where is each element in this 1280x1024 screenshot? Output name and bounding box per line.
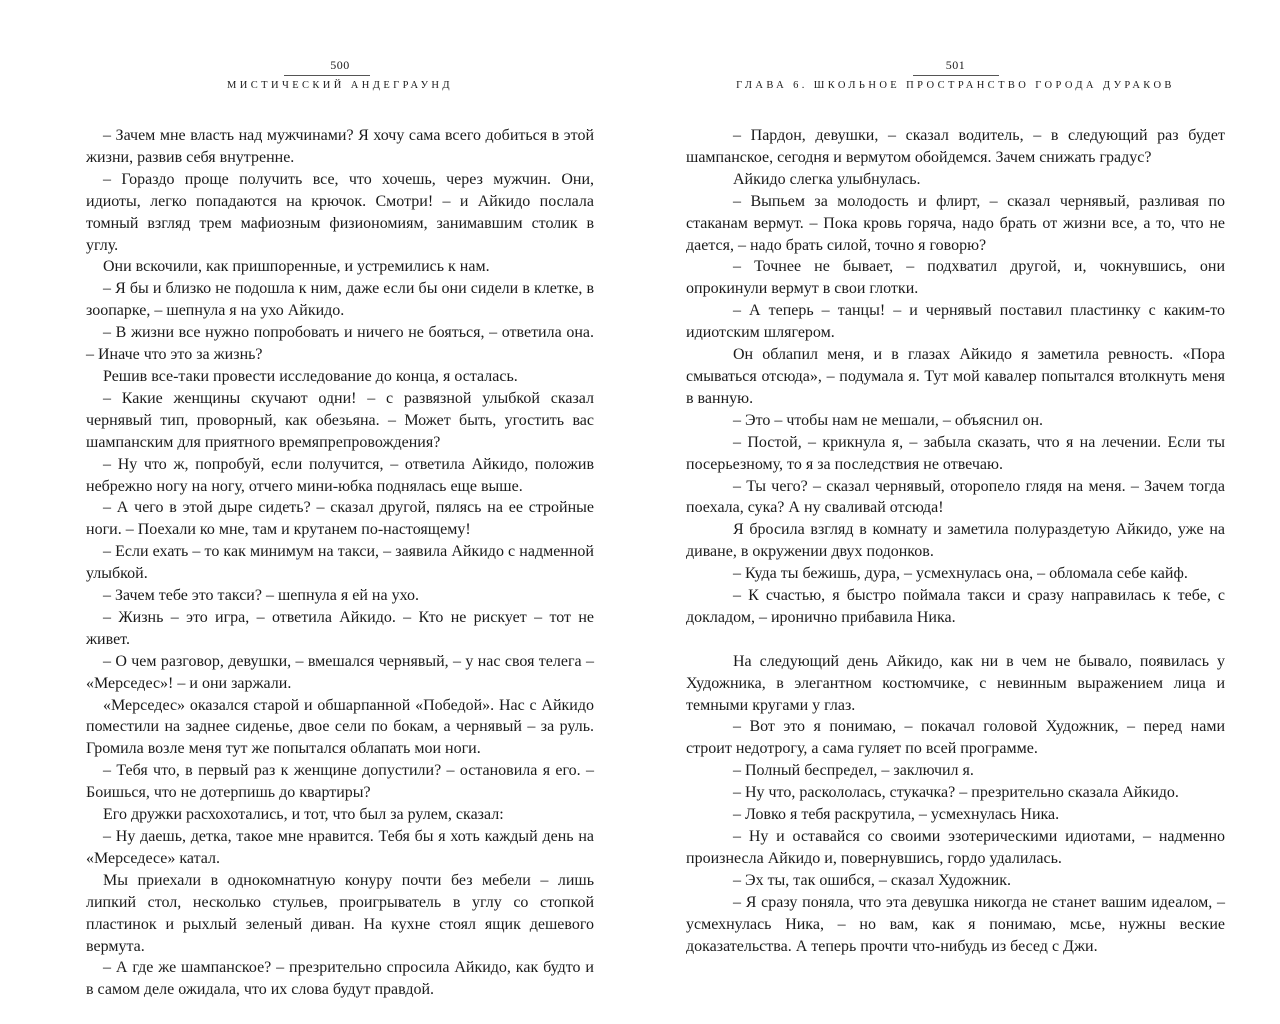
paragraph: – Если ехать – то как минимум на такси, – заявила Айкидо с надменной улыбкой. bbox=[86, 543, 594, 583]
header-rule bbox=[913, 75, 999, 76]
paragraph: Я бросила взгляд в комнату и заметила полураздетую Айкидо, уже на диване, в окружении двух подонков. bbox=[686, 521, 1225, 561]
paragraph: – К счастью, я быстро поймала такси и сразу направилась к тебе, с докладом, – иронично прибавила Ника. bbox=[686, 587, 1225, 626]
paragraph: – А чего в этой дыре сидеть? – сказал другой, пялясь на ее стройные ноги. – Поехали ко мне, там и крутанем по-настоящему! bbox=[86, 499, 594, 539]
paragraph: – В жизни все нужно попробовать и ничего не бояться, – ответила она. – Иначе что это за жизнь? bbox=[86, 324, 594, 364]
paragraph: – Эх ты, так ошибся, – сказал Художник. bbox=[733, 871, 1011, 889]
paragraph: – Зачем мне власть над мужчинами? Я хочу сама всего добиться в этой жизни, развив себя внутренне. bbox=[86, 127, 594, 166]
left-page bbox=[86, 0, 594, 1024]
paragraph: Его дружки расхохотались, и тот, что был за рулем, сказал: bbox=[103, 806, 504, 824]
paragraph: На следующий день Айкидо, как ни в чем не бывало, появилась у Художника, в элегантном костюмчике, с невинным выражением лица и темными кругами у глаз. bbox=[686, 652, 1225, 714]
header-rule bbox=[284, 75, 370, 76]
paragraph: – Точнее не бывает, – подхватил другой, и, чокнувшись, они опрокинули вермут в свои глотки. bbox=[686, 258, 1225, 298]
paragraph: – Гораздо проще получить все, что хочешь, через мужчин. Они, идиоты, легко попадаются на крючок. Смотри! – и Айкидо послала томный взгляд трем мафиозным физиономиям, занимавшим столик в углу. bbox=[86, 170, 594, 254]
paragraph: Мы приехали в однокомнатную конуру почти без мебели – лишь липкий стол, несколько стульев, проигрыватель в углу со стопкой пластинок и рыхлый зеленый диван. На кухне стоял ящик дешевого вермута. bbox=[86, 871, 594, 955]
paragraph: – Это – чтобы нам не мешали, – объяснил он. bbox=[733, 411, 1043, 429]
body-text bbox=[686, 125, 1225, 957]
right-page bbox=[686, 0, 1225, 1024]
paragraph: – Зачем тебе это такси? – шепнула я ей на ухо. bbox=[103, 587, 419, 605]
page-number: 500 bbox=[330, 58, 350, 72]
paragraph: – А теперь – танцы! – и чернявый поставил пластинку с каким-то идиотским шлягером. bbox=[686, 302, 1225, 342]
paragraph: – Какие женщины скучают одни! – с развязной улыбкой сказал чернявый тип, проворный, как обезьяна. – Может быть, угостить вас шампанским для приятного времяпрепровождения? bbox=[86, 389, 594, 451]
paragraph: – Куда ты бежишь, дура, – усмехнулась она, – обломала себе кайф. bbox=[733, 565, 1188, 583]
paragraph: «Мерседес» оказался старой и обшарпанной «Победой». Нас с Айкидо поместили на заднее сиденье, двое сели по бокам, а чернявый – за руль. Громила возле меня тут же попытался облапать мои ноги. bbox=[86, 696, 594, 758]
paragraph: – Ну даешь, детка, такое мне нравится. Тебя бы я хоть каждый день на «Мерседесе» катал. bbox=[86, 828, 594, 867]
paragraph: – Выпьем за молодость и флирт, – сказал чернявый, разливая по стаканам вермут. – Пока кровь горяча, надо брать от жизни все, а то, что не дается, – надо брать силой, точно я говорю? bbox=[686, 192, 1225, 254]
paragraph: – О чем разговор, девушки, – вмешался чернявый, – у нас своя телега – «Мерседес»! – и они заржали. bbox=[86, 652, 594, 692]
paragraph: Решив все-таки провести исследование до конца, я осталась. bbox=[103, 367, 518, 385]
paragraph: – Ну что, раскололась, стукачка? – презрительно сказала Айкидо. bbox=[733, 784, 1179, 802]
paragraph: – Ловко я тебя раскрутила, – усмехнулась Ника. bbox=[733, 806, 1060, 824]
paragraph: – А где же шампанское? – презрительно спросила Айкидо, как будто и в самом деле ожидала, что их слова будут правдой. bbox=[86, 959, 594, 999]
paragraph: Айкидо слегка улыбнулась. bbox=[733, 170, 921, 188]
page-number: 501 bbox=[945, 58, 966, 72]
paragraph: – Вот это я понимаю, – покачал головой Художник, – перед нами строит недотрогу, а сама гуляет по всей программе. bbox=[686, 718, 1225, 758]
paragraph: – Постой, – крикнула я, – забыла сказать, что я на лечении. Если ты посерьезному, то я за последствия не отвечаю. bbox=[686, 433, 1225, 473]
paragraph: – Пардон, девушки, – сказал водитель, – в следующий раз будет шампанское, сегодня и вермутом обойдемся. Зачем снижать градус? bbox=[686, 127, 1225, 166]
paragraph: – Я бы и близко не подошла к ним, даже если бы они сидели в клетке, в зоопарке, – шепнула я на ухо Айкидо. bbox=[86, 280, 594, 320]
paragraph: Они вскочили, как пришпоренные, и устремились к нам. bbox=[103, 258, 490, 276]
paragraph: – Я сразу поняла, что эта девушка никогда не станет вашим идеалом, – усмехнулась Ника, – но вам, как я понимаю, мсье, нужны веские доказательства. А теперь прочти что-нибудь из бесед с Джи. bbox=[686, 893, 1225, 955]
paragraph: – Ты чего? – сказал чернявый, оторопело глядя на меня. – Зачем тогда поехала, сука? А ну сваливай отсюда! bbox=[686, 477, 1225, 517]
running-head: ГЛАВА 6. ШКОЛЬНОЕ ПРОСТРАНСТВО ГОРОДА ДУРАКОВ bbox=[736, 80, 1175, 91]
paragraph: – Тебя что, в первый раз к женщине допустили? – остановила я его. – Боишься, что не дотерпишь до квартиры? bbox=[86, 762, 594, 802]
paragraph: – Жизнь – это игра, – ответила Айкидо. – Кто не рискует – тот не живет. bbox=[86, 608, 594, 648]
paragraph: Он облапил меня, и в глазах Айкидо я заметила ревность. «Пора смываться отсюда», – подумала я. Тут мой кавалер попытался втолкнуть меня в ванную. bbox=[686, 346, 1225, 407]
running-head: МИСТИЧЕСКИЙ АНДЕГРАУНД bbox=[227, 80, 453, 91]
paragraph: – Ну что ж, попробуй, если получится, – ответила Айкидо, положив небрежно ногу на ногу, отчего мини-юбка поднялась еще выше. bbox=[86, 455, 594, 495]
body-text bbox=[86, 125, 594, 1001]
paragraph: – Ну и оставайся со своими эзотерическими идиотами, – надменно произнесла Айкидо и, повернувшись, гордо удалилась. bbox=[686, 827, 1225, 867]
paragraph: – Полный беспредел, – заключил я. bbox=[733, 762, 974, 780]
